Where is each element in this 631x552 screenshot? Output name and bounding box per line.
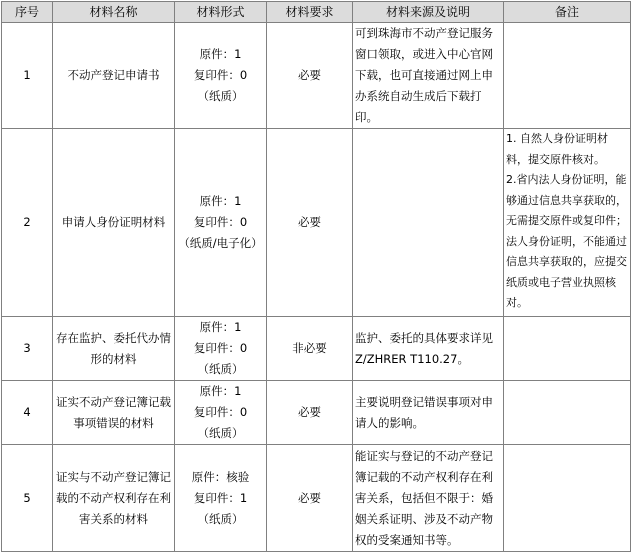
form-medium: （纸质） xyxy=(197,511,244,526)
header-source: 材料来源及说明 xyxy=(353,2,504,23)
form-original: 原件：核验 xyxy=(191,469,250,484)
material-requirement: 必要 xyxy=(267,445,353,552)
material-form xyxy=(175,381,267,445)
form-original: 原件：1 xyxy=(199,47,242,61)
table-row xyxy=(2,381,631,445)
material-source: 能证实与登记的不动产登记簿记载的不动产权利存在利害关系，包括但不限于：婚姻关系证明、涉及不动产物权的受案通知书等。 xyxy=(353,445,504,552)
materials-table xyxy=(1,1,631,552)
form-original: 原件：1 xyxy=(199,384,242,398)
material-requirement: 必要 xyxy=(267,129,353,317)
material-requirement: 必要 xyxy=(267,381,353,445)
form-medium: （纸质） xyxy=(197,362,244,376)
material-requirement: 非必要 xyxy=(267,317,353,381)
material-source: 可到珠海市不动产登记服务窗口领取，或进入中心官网下载，也可直接通过网上申办系统自动生成后下载打印。 xyxy=(353,23,504,129)
material-form xyxy=(175,317,267,381)
form-medium: （纸质/电子化） xyxy=(178,236,263,250)
material-remark xyxy=(504,23,631,129)
remark-item: 2.省内法人身份证明，能够通过信息共享获取的，无需提交原件或复印件；法人身份证明，不能通过信息共享获取的，应提交纸质或电子营业执照核对。 xyxy=(506,173,627,309)
form-original: 原件：1 xyxy=(199,320,242,334)
material-form xyxy=(175,129,267,317)
material-form xyxy=(175,23,267,129)
row-no: 3 xyxy=(2,317,53,381)
header-no: 序号 xyxy=(2,2,53,23)
row-no: 1 xyxy=(2,23,53,129)
material-name: 不动产登记申请书 xyxy=(53,23,175,129)
form-copy: 复印件：0 xyxy=(193,215,248,229)
material-requirement: 必要 xyxy=(267,23,353,129)
form-medium: （纸质） xyxy=(197,426,244,440)
form-original: 原件：1 xyxy=(199,194,242,208)
material-form xyxy=(175,445,267,552)
material-name: 申请人身份证明材料 xyxy=(53,129,175,317)
table-header-row xyxy=(2,2,631,23)
material-source: 监护、委托的具体要求详见Z/ZHRER T110.27。 xyxy=(353,317,504,381)
form-copy: 复印件：0 xyxy=(193,341,248,355)
material-source: 主要说明登记错误事项对申请人的影响。 xyxy=(353,381,504,445)
row-no: 5 xyxy=(2,445,53,552)
table-row xyxy=(2,317,631,381)
table-row xyxy=(2,23,631,129)
form-copy: 复印件：0 xyxy=(193,405,248,419)
form-copy: 复印件：0 xyxy=(193,68,248,82)
row-no: 2 xyxy=(2,129,53,317)
material-name: 存在监护、委托代办情形的材料 xyxy=(53,317,175,381)
table-row xyxy=(2,445,631,552)
remark-item: 1. 自然人身份证明材料，提交原件核对。 xyxy=(506,132,608,166)
material-remark xyxy=(504,445,631,552)
header-form: 材料形式 xyxy=(175,2,267,23)
header-requirement: 材料要求 xyxy=(267,2,353,23)
material-name: 证实与不动产登记簿记载的不动产权利存在利害关系的材料 xyxy=(53,445,175,552)
material-source xyxy=(353,129,504,317)
header-name: 材料名称 xyxy=(53,2,175,23)
material-remark xyxy=(504,129,631,317)
header-remark: 备注 xyxy=(504,2,631,23)
material-remark xyxy=(504,317,631,381)
row-no: 4 xyxy=(2,381,53,445)
table-row xyxy=(2,129,631,317)
form-medium: （纸质） xyxy=(197,89,244,103)
material-name: 证实不动产登记簿记载事项错误的材料 xyxy=(53,381,175,445)
form-copy: 复印件：1 xyxy=(193,490,248,505)
material-remark xyxy=(504,381,631,445)
